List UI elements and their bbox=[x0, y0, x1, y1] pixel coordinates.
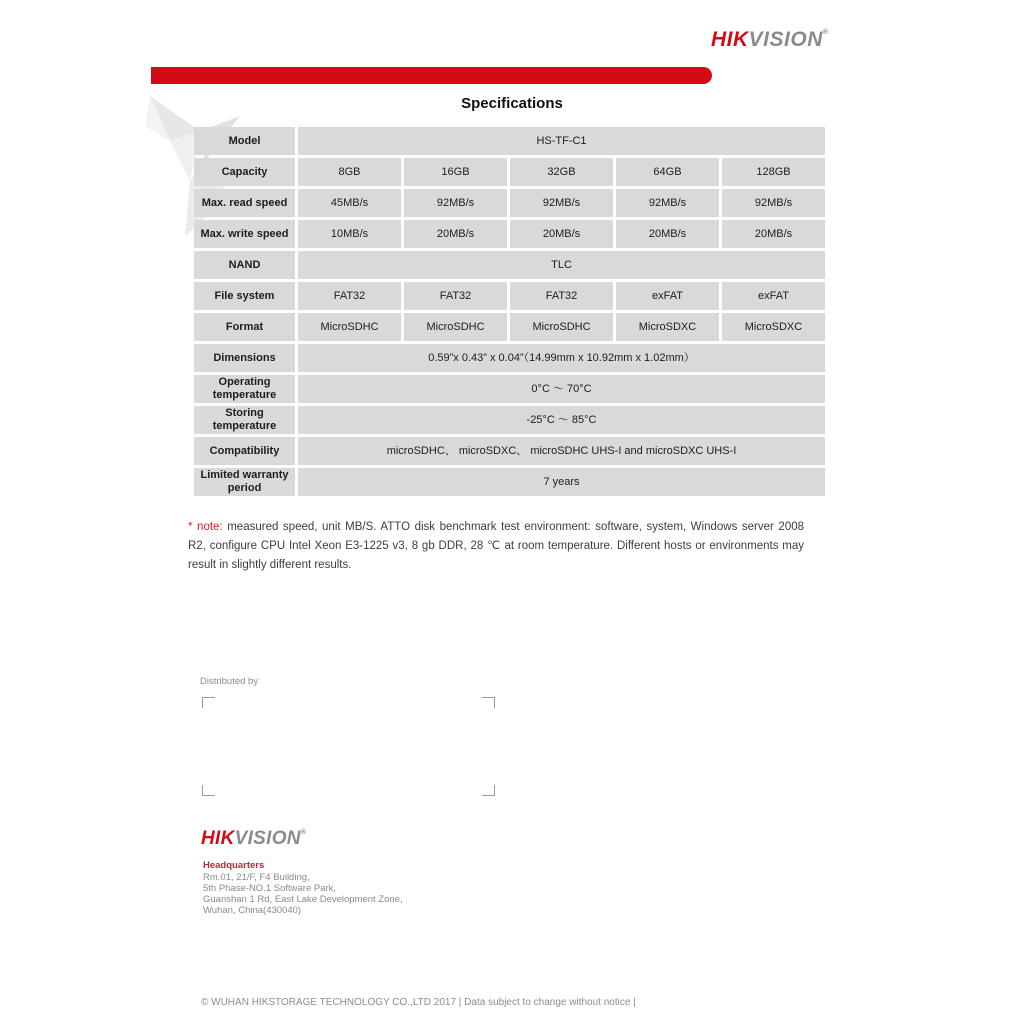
address-line: Rm.01, 21/F, F4 Building, bbox=[203, 872, 310, 883]
spec-label: File system bbox=[194, 282, 295, 310]
spec-cell: 45MB/s bbox=[298, 189, 401, 217]
spec-cell: 92MB/s bbox=[510, 189, 613, 217]
distributor-stamp-box bbox=[202, 697, 495, 796]
spec-cell: MicroSDXC bbox=[616, 313, 719, 341]
spec-cell: MicroSDHC bbox=[404, 313, 507, 341]
logo-text-hik: HIK bbox=[711, 28, 749, 51]
registered-mark-icon: ® bbox=[300, 829, 307, 836]
spec-cell: 64GB bbox=[616, 158, 719, 186]
spec-cell: 20MB/s bbox=[616, 220, 719, 248]
spec-cell: FAT32 bbox=[510, 282, 613, 310]
crop-corner-bottom-left-icon bbox=[202, 785, 215, 796]
spec-cell: 20MB/s bbox=[722, 220, 825, 248]
crop-corner-top-right-icon bbox=[482, 697, 495, 708]
hikvision-logo bbox=[711, 28, 829, 52]
footnote bbox=[188, 518, 804, 575]
spec-value: HS-TF-C1 bbox=[298, 127, 825, 155]
spec-label: Model bbox=[194, 127, 295, 155]
table-row-capacity bbox=[194, 158, 825, 186]
spec-value: 0°C ～ 70°C bbox=[298, 375, 825, 403]
spec-cell: 8GB bbox=[298, 158, 401, 186]
spec-label: Dimensions bbox=[194, 344, 295, 372]
logo-text-vision: VISION bbox=[748, 28, 823, 51]
spec-cell: FAT32 bbox=[298, 282, 401, 310]
spec-label: Format bbox=[194, 313, 295, 341]
crop-corner-top-left-icon bbox=[202, 697, 215, 708]
table-row-format bbox=[194, 313, 825, 341]
spec-cell: 92MB/s bbox=[404, 189, 507, 217]
spec-value: 0.59”x 0.43” x 0.04”（14.99mm x 10.92mm x 1.02mm） bbox=[298, 344, 825, 372]
hikvision-logo-footer bbox=[201, 828, 306, 850]
table-row-operating-temperature bbox=[194, 375, 825, 403]
table-row-model bbox=[194, 127, 825, 155]
spec-cell: exFAT bbox=[722, 282, 825, 310]
spec-value: TLC bbox=[298, 251, 825, 279]
spec-cell: 16GB bbox=[404, 158, 507, 186]
headquarters-title: Headquarters bbox=[203, 860, 265, 871]
spec-label: Compatibility bbox=[194, 437, 295, 465]
address-line: 5th Phase-NO.1 Software Park, bbox=[203, 883, 337, 894]
spec-label: Operating temperature bbox=[194, 375, 295, 403]
crop-corner-bottom-right-icon bbox=[482, 785, 495, 796]
spec-label: Max. read speed bbox=[194, 189, 295, 217]
spec-cell: 32GB bbox=[510, 158, 613, 186]
spec-cell: MicroSDXC bbox=[722, 313, 825, 341]
address-line: Wuhan, China(430040) bbox=[203, 905, 302, 916]
spec-cell: 10MB/s bbox=[298, 220, 401, 248]
copyright-footer: © WUHAN HIKSTORAGE TECHNOLOGY CO.,LTD 2017 | Data subject to change without notice | bbox=[201, 997, 636, 1008]
headquarters-block bbox=[203, 860, 403, 916]
spec-cell: FAT32 bbox=[404, 282, 507, 310]
table-row-warranty bbox=[194, 468, 825, 496]
spec-cell: MicroSDHC bbox=[298, 313, 401, 341]
spec-label: NAND bbox=[194, 251, 295, 279]
logo-text-hik: HIK bbox=[201, 828, 235, 849]
spec-cell: 20MB/s bbox=[510, 220, 613, 248]
spec-cell: 20MB/s bbox=[404, 220, 507, 248]
spec-cell: exFAT bbox=[616, 282, 719, 310]
table-row-dimensions bbox=[194, 344, 825, 372]
spec-label: Storing temperature bbox=[194, 406, 295, 434]
section-title: Specifications bbox=[461, 95, 563, 112]
accent-bar bbox=[151, 67, 712, 84]
spec-cell: 92MB/s bbox=[722, 189, 825, 217]
spec-label: Capacity bbox=[194, 158, 295, 186]
table-row-nand bbox=[194, 251, 825, 279]
specifications-table bbox=[191, 124, 828, 499]
address-line: Guanshan 1 Rd, East Lake Development Zone, bbox=[203, 894, 403, 905]
spec-cell: MicroSDHC bbox=[510, 313, 613, 341]
footnote-label: * note: bbox=[188, 521, 223, 533]
spec-value: -25°C ～ 85°C bbox=[298, 406, 825, 434]
table-row-storing-temperature bbox=[194, 406, 825, 434]
table-row-compatibility bbox=[194, 437, 825, 465]
spec-cell: 92MB/s bbox=[616, 189, 719, 217]
distributed-by-label: Distributed by bbox=[200, 676, 259, 687]
spec-label: Max. write speed bbox=[194, 220, 295, 248]
table-row-write-speed bbox=[194, 220, 825, 248]
spec-cell: 128GB bbox=[722, 158, 825, 186]
footnote-body: measured speed, unit MB/S. ATTO disk benchmark test environment: software, system, Windows server 2008 R2, configure CPU Intel Xeon E3-1225 v3, 8 gb DDR, 28 ℃ at room temperature. Different hosts or environments may result in slightly different results. bbox=[188, 521, 805, 571]
logo-text-vision: VISION bbox=[234, 828, 301, 849]
table-row-file-system bbox=[194, 282, 825, 310]
spec-label: Limited warranty period bbox=[194, 468, 295, 496]
spec-value: 7 years bbox=[298, 468, 825, 496]
spec-value: microSDHC、 microSDXC、 microSDHC UHS-I and microSDXC UHS-I bbox=[298, 437, 825, 465]
table-row-read-speed bbox=[194, 189, 825, 217]
registered-mark-icon: ® bbox=[822, 29, 829, 36]
